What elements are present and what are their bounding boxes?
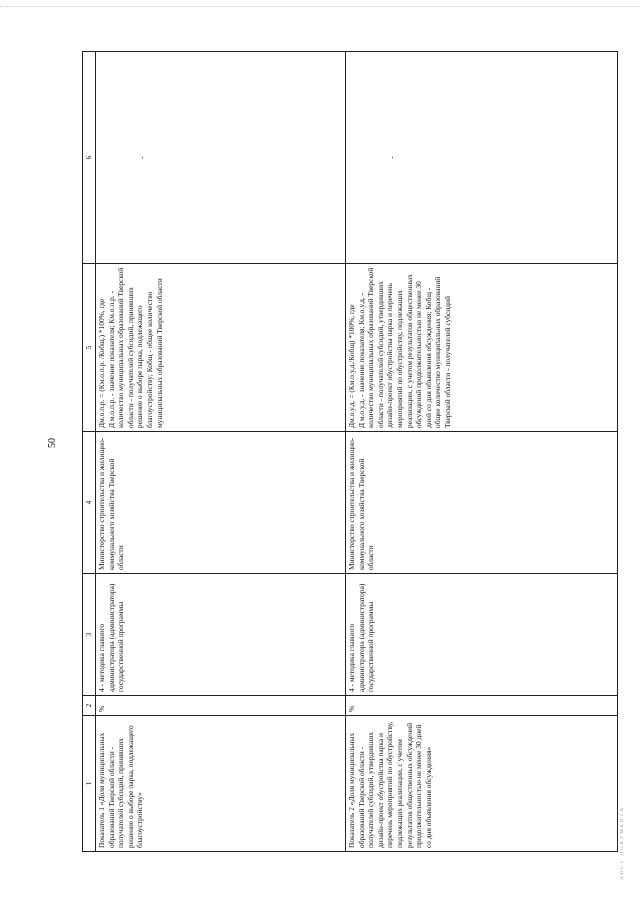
margin-stamp-text: ЛИСТ ДОКУМЕНТА — [620, 806, 625, 880]
header-col-3: 3 — [83, 574, 96, 696]
indicators-table — [82, 51, 618, 852]
row-2-method: 4 - методика главного администратора (администратора) государственной программы — [346, 574, 618, 696]
table-row — [346, 52, 618, 852]
row-2-indicator: Показатель 2 «Доля муниципальных образований Тверской области - получателей субсидий, утвердивших дизайн-проект обустройства парка и перечень мероприятий по обустройству, подлежащих реализации, с учетом результатов общественных обсуждений продолжительностью не менее 30 дней со дня объявления обсуждения» — [346, 716, 618, 852]
row-1-indicator: Показатель 1 «Доля муниципальных образований Тверской области - получателей субсидий, принявших решение о выборе парка, подлежащего благоустройству» — [96, 716, 346, 852]
row-1-responsible: Министерство строительства и жилищно-коммунального хозяйства Тверской области — [96, 432, 346, 574]
table-header-row — [83, 52, 96, 852]
page-number-text: 50 — [47, 438, 58, 448]
header-col-2: 2 — [83, 696, 96, 716]
row-2-note: - — [387, 156, 396, 159]
row-1-formula-cell — [96, 264, 346, 432]
row-1-formula: Дм.о.п.р. = (Км.о.п.р. /Кобщ.) *100%, где — [97, 298, 106, 428]
row-2-note-cell — [346, 52, 618, 264]
row-2-responsible: Министерство строительства и жилищно-коммунального хозяйства Тверской области — [346, 432, 618, 574]
scan-top-edge — [0, 0, 640, 7]
row-1-note-cell — [96, 52, 346, 264]
row-1-note: - — [137, 156, 146, 159]
page-number — [46, 428, 60, 458]
row-1-unit: % — [96, 696, 346, 716]
table-row — [96, 52, 346, 852]
header-col-6: 6 — [83, 52, 96, 264]
row-1-method: 4 - методика главного администратора (администратора) государственной программы — [96, 574, 346, 696]
header-col-5: 5 — [83, 264, 96, 432]
rotated-table-area — [82, 52, 618, 852]
header-col-1: 1 — [83, 716, 96, 852]
header-col-4: 4 — [83, 432, 96, 574]
row-2-unit: % — [346, 696, 618, 716]
margin-stamp — [620, 760, 638, 890]
row-2-formula-cell — [346, 264, 618, 432]
row-2-formula: Дм.о.у.д. = (Км.о.у.д./Кобщ) *100%, где — [347, 304, 356, 428]
rotated-table-frame — [82, 52, 618, 852]
row-1-definitions: Д м.о.п.р. - значение показателя; Км.о.п.р. - количество муниципальных образований Тверской области - получателей субсидий, принявших решение о выборе парка, подлежащего благоустройству; Кобщ - общее количество муниципальных образований Тверской области — [106, 267, 164, 428]
row-2-definitions: Д м.о.у.д. - значение показателя; Км.о.у.д. - количество муниципальных образований Тверской области - получателей субсидий, утвердивших дизайн-проект обустройства парка и перечень мероприятий по обустройству, подлежащих реализации, с учетом результатов общественных обсуждений продолжительностью не менее 30 дней со дня объявления обсуждения; Кобщ - общее количество муниципальных образований Тверской области - получателей субсидий — [356, 267, 452, 428]
